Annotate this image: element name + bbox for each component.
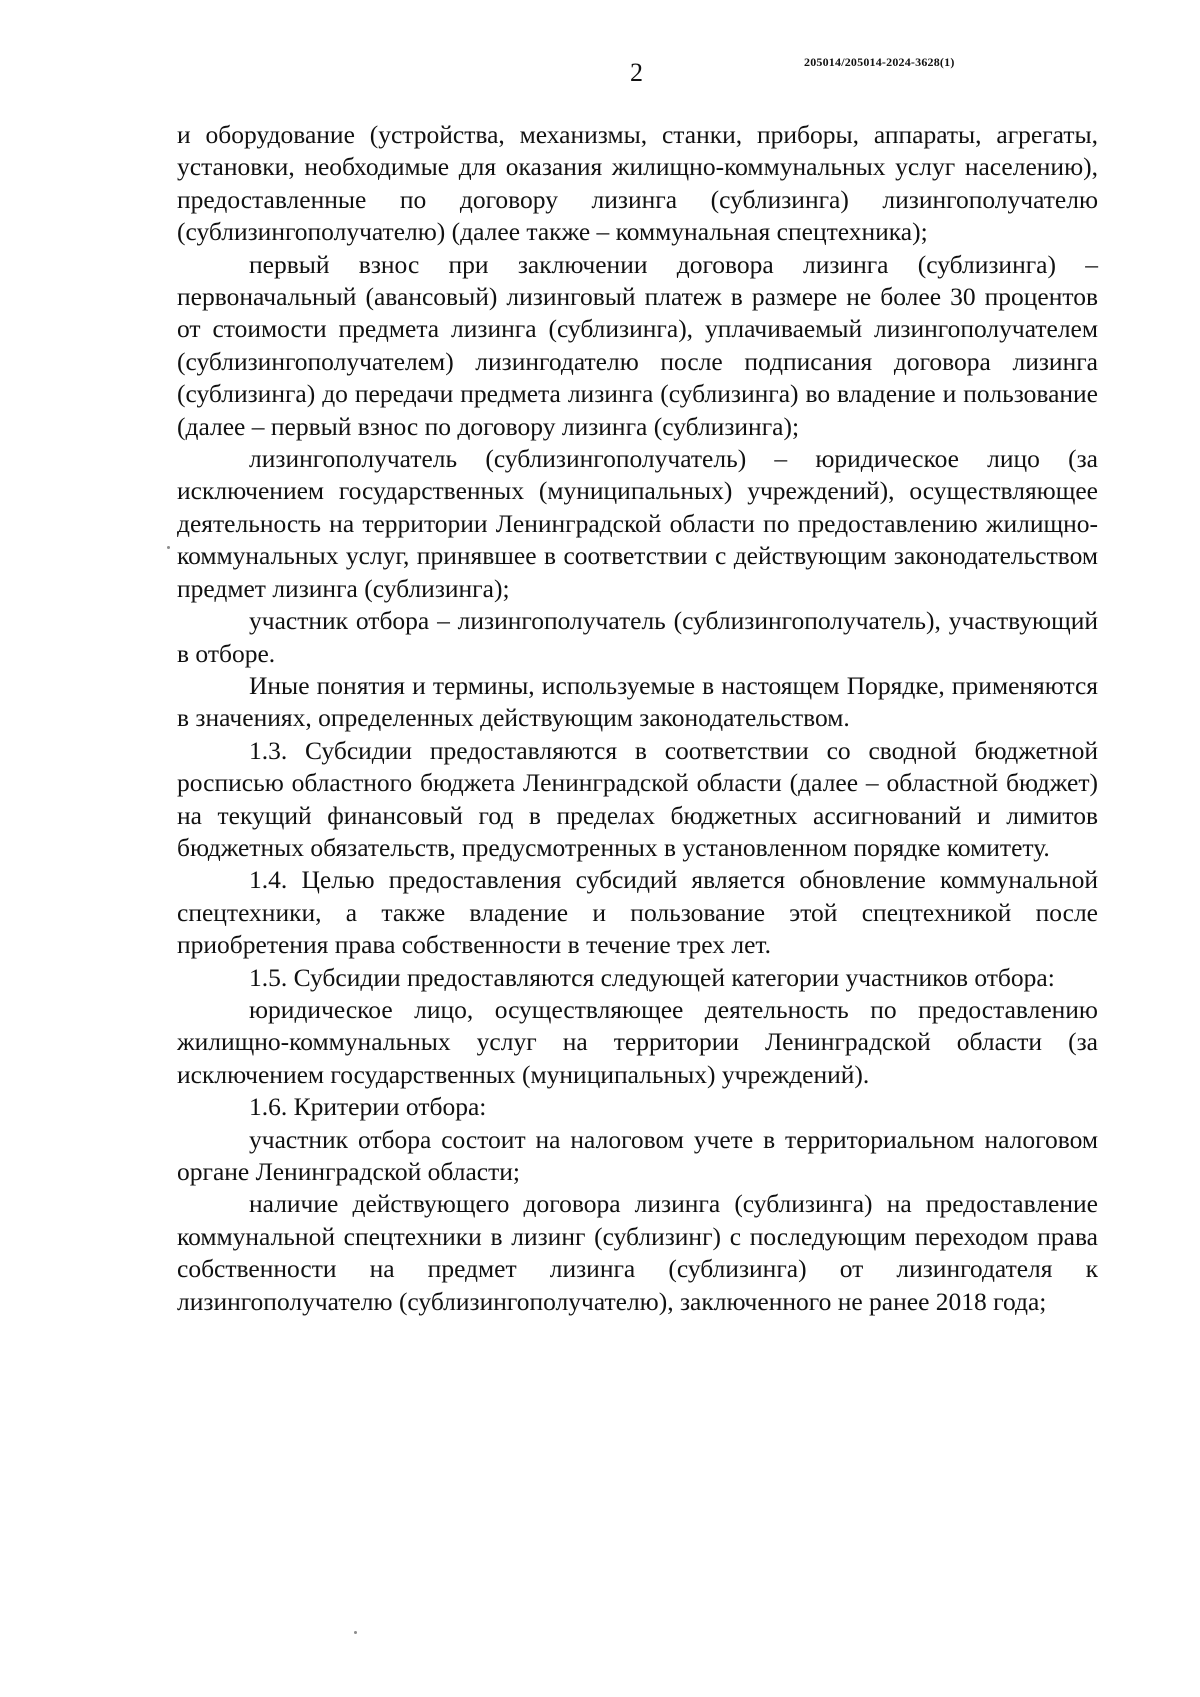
page-number: 2	[630, 58, 643, 87]
scan-speck	[167, 546, 170, 549]
paragraph: Иные понятия и термины, используемые в настоящем Порядке, применяются в значениях, определенных действующим законодательством.	[177, 670, 1098, 733]
paragraph: и оборудование (устройства, механизмы, станки, приборы, аппараты, агрегаты, установки, необходимые для оказания жилищно-коммунальных услуг населению), предоставленные по договору лизинга (сублизинга) лизингополучателю (сублизингополучателю) (далее также – коммунальная спецтехника);	[177, 120, 1098, 247]
paragraph: первый взнос при заключении договора лизинга (сублизинга) – первоначальный (авансовый) лизинговый платеж в размере не более 30 процентов от стоимости предмета лизинга (сублизинга), уплачиваемый лизингополучателем (сублизингополучателем) лизингодателю после подписания договора лизинга (сублизинга) до передачи предмета лизинга (сублизинга) во владение и пользование (далее – первый взнос по договору лизинга (сублизинга);	[177, 249, 1098, 441]
paragraph: 1.4. Целью предоставления субсидий является обновление коммунальной спецтехники, а также владение и пользование этой спецтехникой после приобретения права собственности в течение трех лет.	[177, 865, 1098, 960]
document-code: 205014/205014-2024-3628(1)	[804, 55, 955, 69]
paragraph: участник отбора состоит на налоговом учете в территориальном налоговом органе Ленинградской области;	[177, 1124, 1098, 1186]
paragraph: 1.6. Критерии отбора:	[249, 1092, 487, 1122]
scan-speck	[354, 1631, 357, 1634]
paragraph: наличие действующего договора лизинга (сублизинга) на предоставление коммунальной спецтехники в лизинг (сублизинг) с последующим переходом права собственности на предмет лизинга (сублизинга) от лизингодателя к лизингополучателю (сублизингополучателю), заключенного не ранее 2018 года;	[177, 1189, 1098, 1316]
paragraph: 1.3. Субсидии предоставляются в соответствии со сводной бюджетной росписью областного бюджета Ленинградской области (далее – областной бюджет) на текущий финансовый год в пределах бюджетных ассигнований и лимитов бюджетных обязательств, предусмотренных в установленном порядке комитету.	[177, 735, 1098, 862]
paragraph: участник отбора – лизингополучатель (сублизингополучатель), участвующий в отборе.	[177, 606, 1098, 668]
document-body	[177, 119, 1098, 1318]
paragraph: лизингополучатель (сублизингополучатель) – юридическое лицо (за исключением государственных (муниципальных) учреждений), осуществляющее деятельность на территории Ленинградской области по предоставлению жилищно-коммунальных услуг, принявшее в соответствии с действующим законодательством предмет лизинга (сублизинга);	[177, 444, 1098, 603]
paragraph: 1.5. Субсидии предоставляются следующей категории участников отбора:	[249, 962, 1055, 992]
paragraph: юридическое лицо, осуществляющее деятельность по предоставлению жилищно-коммунальных услуг на территории Ленинградской области (за исключением государственных (муниципальных) учреждений).	[177, 994, 1098, 1089]
